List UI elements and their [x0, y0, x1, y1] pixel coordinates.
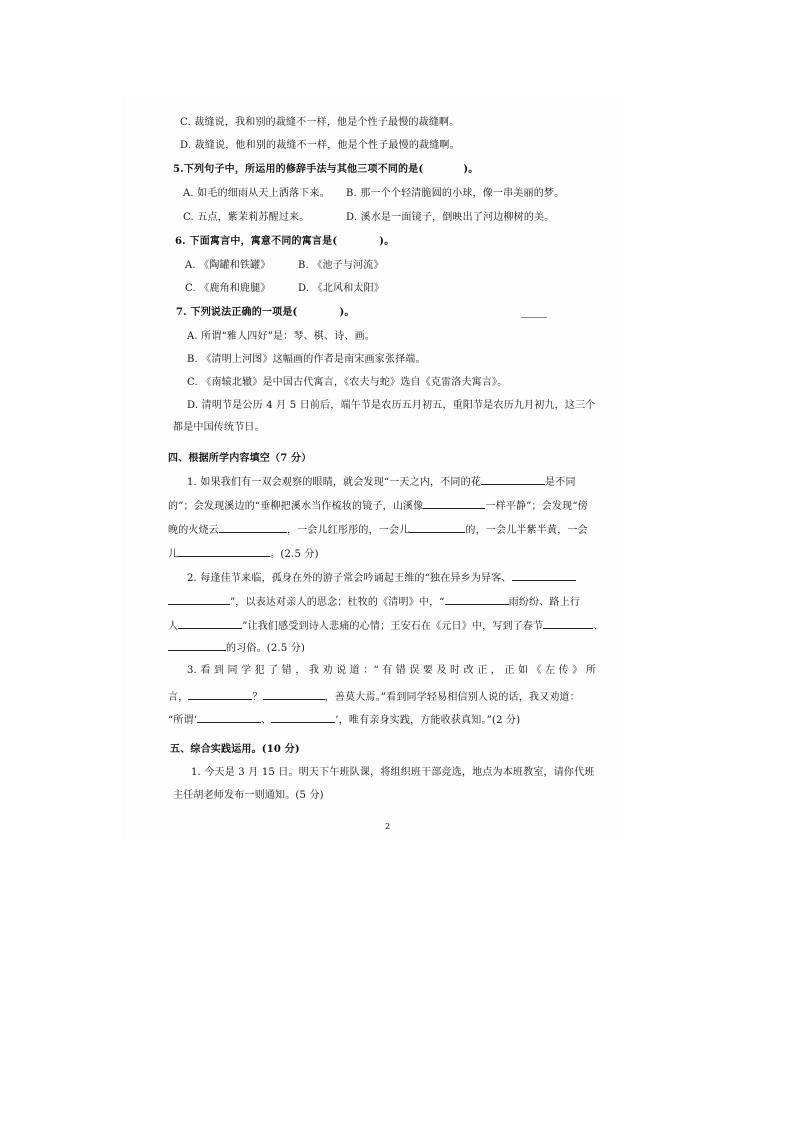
- blank-zuozhuan-2[interactable]: [263, 689, 325, 700]
- s4-p1-text9: 。(2.5 分): [270, 549, 319, 560]
- page-number: 2: [385, 822, 391, 831]
- q6-option-a: A. 《陶罐和铁罐》: [185, 260, 271, 271]
- s4-p1-line3: [168, 522, 588, 538]
- q6-option-d: D. 《北风和太阳》: [298, 283, 385, 294]
- s4-p3-line1: 3. 看 到 同 学 犯 了 错 ， 我 劝 说 道 ：“ 有 错 误 要 及 时 改 正 ， 正 如 《 左 传 》 所: [187, 665, 597, 676]
- exam-page: [122, 96, 617, 840]
- s4-p1-text6: ，一会儿红彤彤的，一会儿: [287, 525, 410, 536]
- s5-p1-line2: 主任胡老师发布一则通知。(5 分): [173, 790, 324, 801]
- q5-option-d: D. 溪水是一面镜子，倒映出了河边柳树的美。: [346, 212, 555, 223]
- q4-option-d: D. 裁缝说，他和别的裁缝不一样，他是个性子最慢的裁缝啊。: [180, 140, 460, 151]
- q5-option-a: A. 如毛的细雨从天上洒落下来。: [183, 188, 330, 199]
- s4-p1-line1: [187, 474, 576, 490]
- s4-p3-line3: [168, 712, 520, 728]
- s4-p3-text6: ’，唯有亲身实践，方能收获真知。”(2 分): [335, 715, 521, 726]
- blank-qingming-1[interactable]: [445, 594, 509, 605]
- s4-p2-line1: [187, 570, 576, 586]
- stray-mark: [521, 317, 547, 318]
- s5-p1-line1: 1. 今天是 3 月 15 日。明天下午班队课，将组织班干部竞选，地点为本班教室，请你代班: [191, 767, 595, 778]
- s4-p1-text3: 的”；会发现溪边的“垂柳把溪水当作梳妆的镜子，山溪像: [168, 501, 424, 512]
- s4-p3-line2: [168, 689, 580, 705]
- s4-p1-text2: 是不同: [545, 477, 576, 488]
- q5-stem: [173, 163, 479, 177]
- s4-p1-text1: 1. 如果我们有一双会观察的眼睛，就会发现“一天之内，不同的花: [187, 477, 482, 488]
- s4-p2-text4: 人: [168, 621, 179, 632]
- s4-p1-text4: 一样平静”；会发现“傍: [485, 501, 588, 512]
- q7-option-d-line2: 都是中国传统节日。: [173, 422, 265, 433]
- s4-p2-text3: 雨纷纷、路上行: [508, 597, 581, 608]
- q6-stem-end: )。: [379, 236, 395, 247]
- q6-stem: [175, 235, 394, 249]
- blank-poem-1[interactable]: [512, 570, 576, 581]
- blank-cloud-1[interactable]: [219, 522, 287, 533]
- s4-p1-text7: 的，一会儿半紫半黄，一会: [465, 525, 588, 536]
- s4-p2-line4: [168, 640, 305, 656]
- s4-p2-text7: 的习俗。(2.5 分): [226, 643, 306, 654]
- s4-p1-text8: 儿: [168, 549, 179, 560]
- q7-option-a: A. 所谓“雅人四好”是：琴、棋、诗、画。: [187, 331, 376, 342]
- q7-option-d-line1: D. 清明节是公历 4 月 5 日前后，端午节是农历五月初五，重阳节是农历九月初九，这三个: [187, 400, 596, 411]
- s4-p2-text5: ”让我们感受到诗人悲痛的心情；王安石在《元日》中，写到了春节: [242, 621, 544, 632]
- section-4-title: 四、根据所学内容填空（7 分）: [168, 453, 312, 464]
- q7-option-c: C. 《南辕北辙》是中国古代寓言，《农夫与蛇》选自《克雷洛夫寓言》。: [187, 377, 508, 388]
- s4-p1-line4: [168, 546, 319, 562]
- q7-option-b: B. 《清明上河图》这幅画的作者是南宋画家张择端。: [187, 354, 426, 365]
- blank-spring-1[interactable]: [543, 618, 593, 629]
- s4-p3-text3: ，善莫大焉。”看到同学轻易相信别人说的话，我又劝道：: [324, 692, 580, 703]
- s4-p2-text6: 、: [593, 621, 604, 632]
- q5-stem-text: 5.下列句子中，所运用的修辞手法与其他三项不同的是(: [173, 164, 424, 175]
- s4-p2-text2: ”，以表达对亲人的思念；杜牧的《清明》中，“: [230, 597, 445, 608]
- s4-p3-text2: ？: [252, 692, 263, 703]
- s4-p3-text5: 、: [261, 715, 272, 726]
- q7-stem: [176, 306, 355, 320]
- s4-p1-text5: 晚的火烧云: [168, 525, 219, 536]
- blank-cloud-3[interactable]: [178, 546, 270, 557]
- q5-stem-end: )。: [463, 164, 479, 175]
- s4-p2-line3: [168, 618, 604, 634]
- q7-stem-text: 7. 下列说法正确的一项是(: [176, 307, 298, 318]
- q5-option-c: C. 五点，紫茉莉苏醒过来。: [183, 212, 310, 223]
- blank-saying-1[interactable]: [197, 712, 261, 723]
- blank-flower[interactable]: [481, 474, 545, 485]
- blank-spring-2[interactable]: [168, 640, 226, 651]
- q7-stem-end: )。: [339, 307, 355, 318]
- s4-p2-line2: [168, 594, 580, 610]
- blank-saying-2[interactable]: [271, 712, 335, 723]
- blank-zuozhuan-1[interactable]: [188, 689, 252, 700]
- q6-option-c: C. 《鹿角和鹿腿》: [185, 283, 271, 294]
- section-5-title: 五、综合实践运用。(10 分): [170, 744, 300, 755]
- s4-p1-line2: [168, 498, 588, 514]
- s4-p2-text1: 2. 每逢佳节来临，孤身在外的游子常会吟诵起王维的“独在异乡为异客、: [187, 573, 512, 584]
- blank-qingming-2[interactable]: [178, 618, 242, 629]
- blank-stream[interactable]: [423, 498, 485, 509]
- q6-option-b: B. 《池子与河流》: [298, 260, 384, 271]
- blank-poem-2[interactable]: [168, 594, 230, 605]
- q4-option-c: C. 裁缝说，我和别的裁缝不一样，他是个性子最慢的裁缝啊。: [180, 117, 460, 128]
- q6-stem-text: 6. 下面寓言中，寓意不同的寓言是(: [175, 236, 338, 247]
- s4-p3-text4: “所谓‘: [168, 715, 198, 726]
- s4-p3-text1: 言，: [168, 692, 189, 703]
- blank-cloud-2[interactable]: [409, 522, 465, 533]
- q5-option-b: B. 那一个个轻清脆圆的小球，像一串美丽的梦。: [346, 188, 565, 199]
